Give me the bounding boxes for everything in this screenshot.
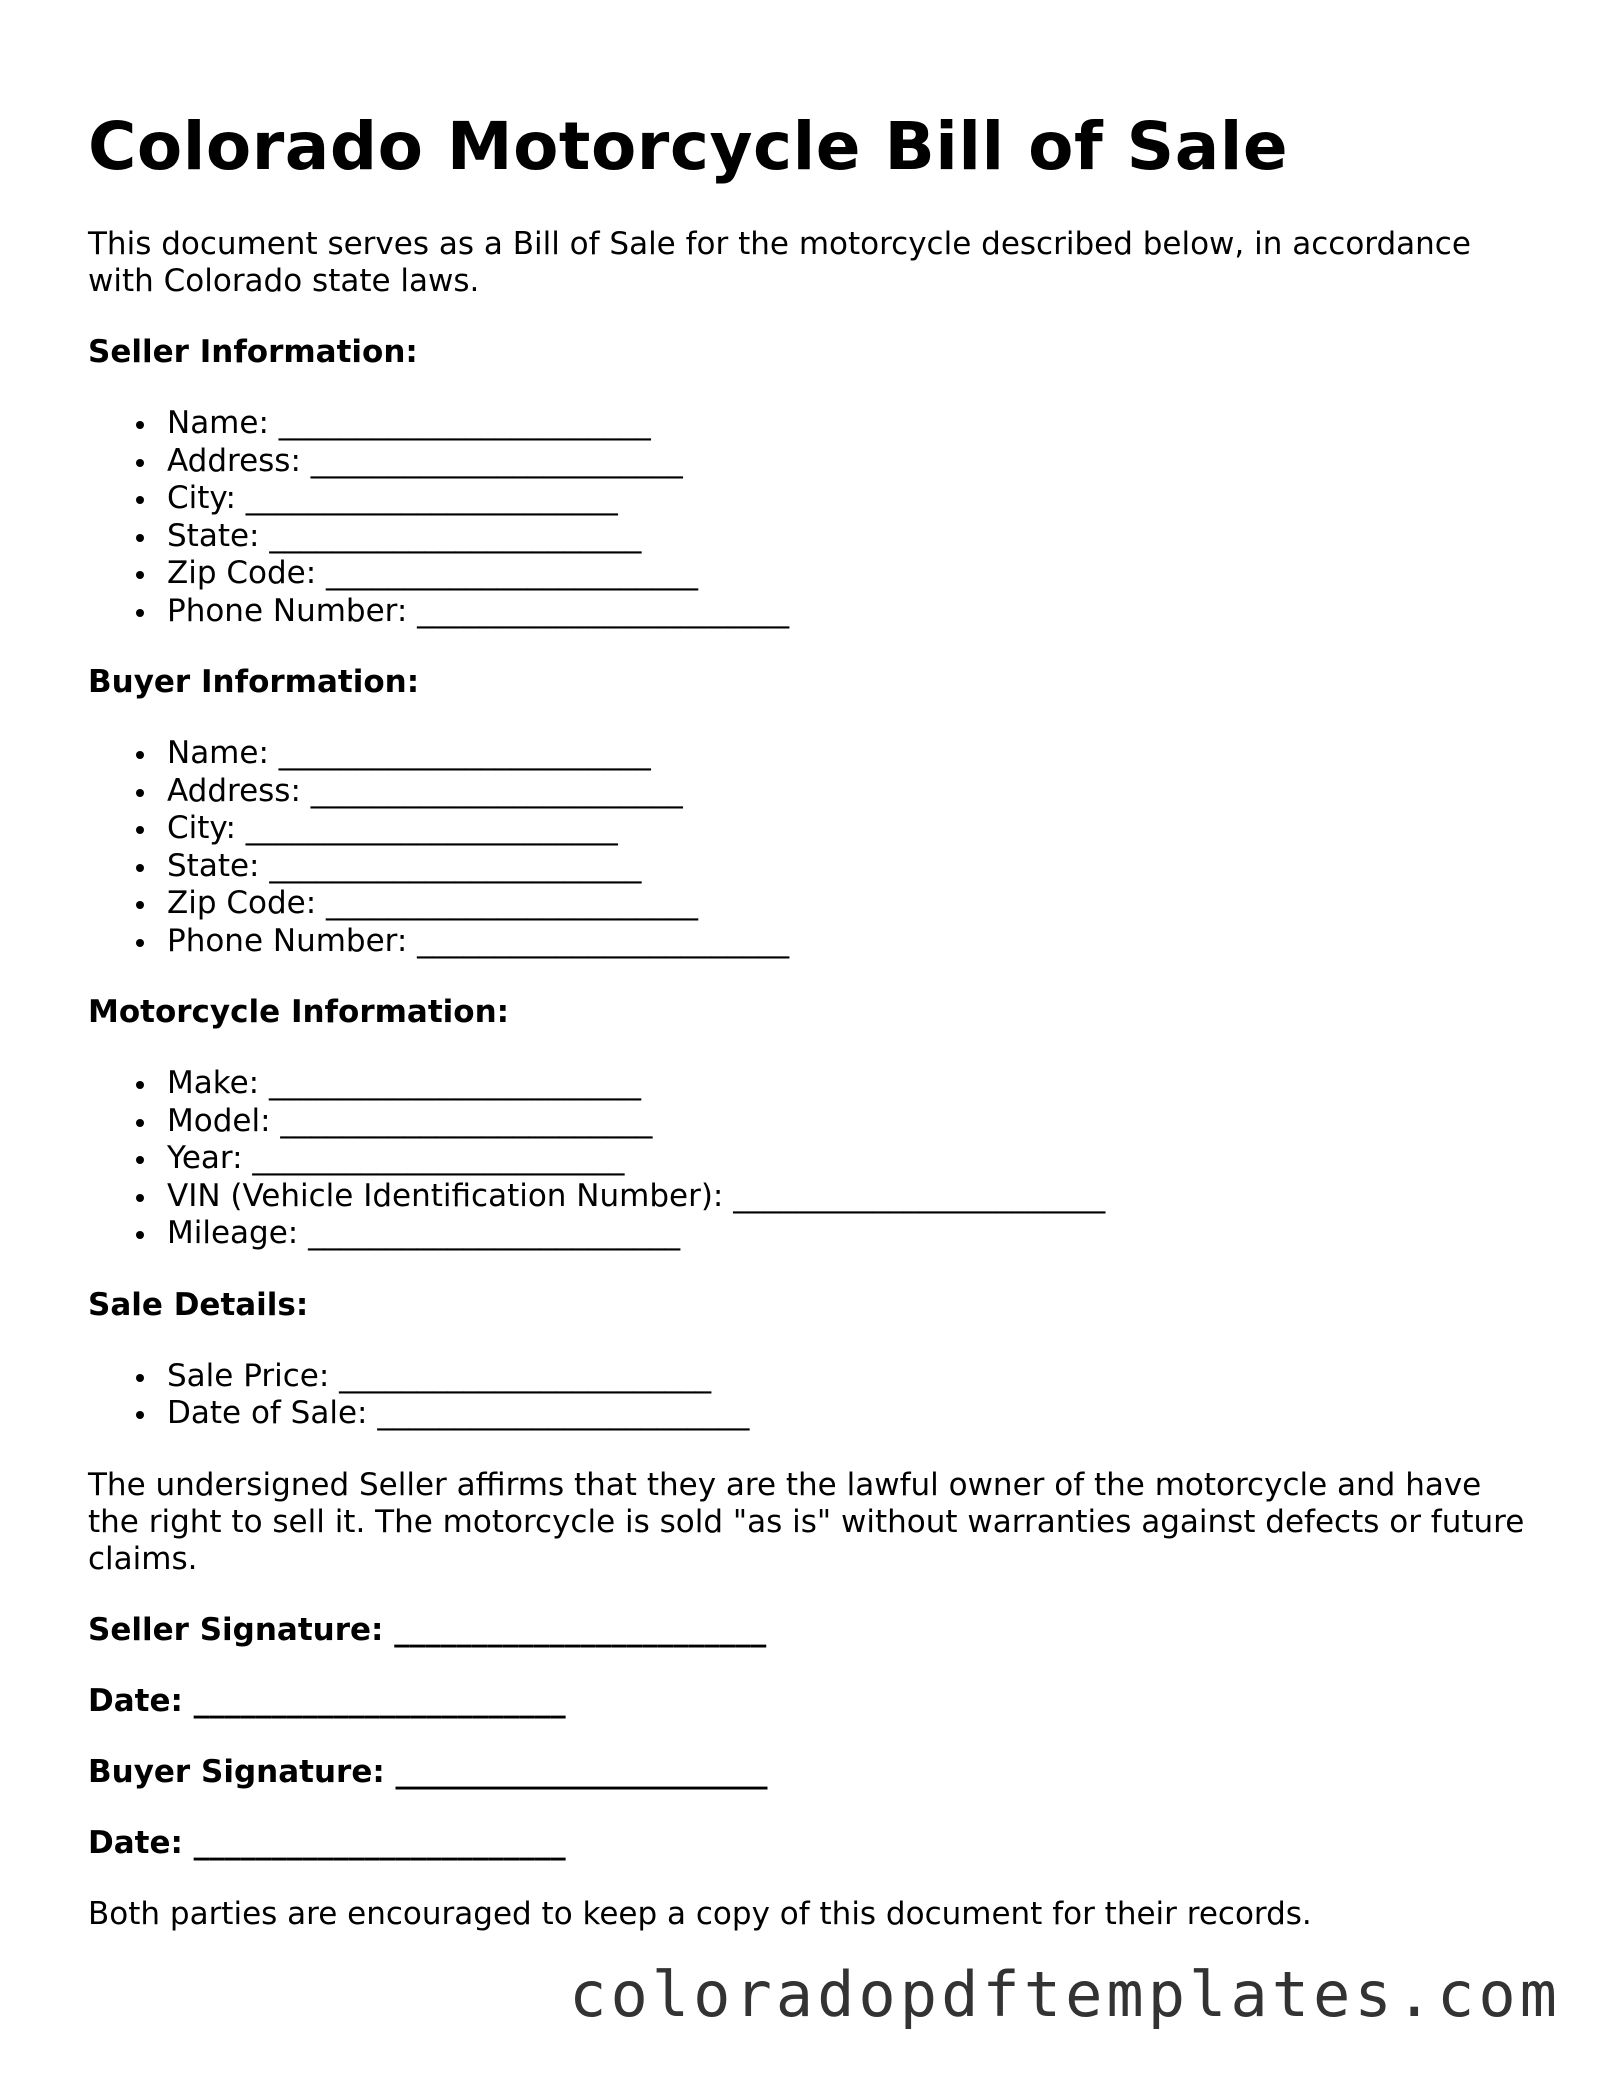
document-page	[88, 102, 1528, 1933]
buyer-state-field[interactable]: State: ________________________	[167, 848, 1528, 886]
seller-zip-field[interactable]: Zip Code: ________________________	[167, 555, 1528, 593]
document-title: Colorado Motorcycle Bill of Sale	[88, 108, 1289, 185]
buyer-address-field[interactable]: Address: ________________________	[167, 773, 1528, 811]
sale-section-heading: Sale Details:	[88, 1286, 309, 1323]
watermark-text: coloradopdftemplates.com	[569, 1958, 1561, 2031]
buyer-zip-field[interactable]: Zip Code: ________________________	[167, 885, 1528, 923]
buyer-signature-line[interactable]: Buyer Signature: ________________________	[88, 1753, 768, 1790]
motorcycle-model-field[interactable]: Model: ________________________	[167, 1103, 1528, 1141]
buyer-field-list	[88, 735, 1528, 960]
final-note: Both parties are encouraged to keep a copy of this document for their records.	[88, 1895, 1312, 1932]
seller-signature-line[interactable]: Seller Signature: ________________________	[88, 1611, 767, 1648]
buyer-section-heading: Buyer Information:	[88, 664, 420, 700]
motorcycle-section-heading: Motorcycle Information:	[88, 994, 510, 1030]
motorcycle-field-list	[88, 1065, 1528, 1253]
sale-price-field[interactable]: Sale Price: ________________________	[167, 1358, 1528, 1396]
intro-paragraph: This document serves as a Bill of Sale for the motorcycle described below, in accordance with Colorado state laws.	[88, 226, 1471, 299]
buyer-date-line[interactable]: Date: ________________________	[88, 1824, 566, 1861]
buyer-phone-field[interactable]: Phone Number: ________________________	[167, 923, 1528, 961]
seller-section-heading: Seller Information:	[88, 334, 418, 370]
motorcycle-make-field[interactable]: Make: ________________________	[167, 1065, 1528, 1103]
seller-address-field[interactable]: Address: ________________________	[167, 443, 1528, 481]
buyer-name-field[interactable]: Name: ________________________	[167, 735, 1528, 773]
seller-name-field[interactable]: Name: ________________________	[167, 405, 1528, 443]
seller-city-field[interactable]: City: ________________________	[167, 480, 1528, 518]
motorcycle-vin-field[interactable]: VIN (Vehicle Identification Number): ________________________	[167, 1178, 1528, 1216]
buyer-city-field[interactable]: City: ________________________	[167, 810, 1528, 848]
affirmation-paragraph: The undersigned Seller affirms that they are the lawful owner of the motorcycle and have the right to sell it. The motorcycle is sold "as is" without warranties against defects or future claims.	[88, 1466, 1525, 1577]
seller-state-field[interactable]: State: ________________________	[167, 518, 1528, 556]
motorcycle-year-field[interactable]: Year: ________________________	[167, 1140, 1528, 1178]
seller-date-line[interactable]: Date: ________________________	[88, 1682, 566, 1719]
seller-field-list	[88, 405, 1528, 630]
sale-date-field[interactable]: Date of Sale: ________________________	[167, 1395, 1528, 1433]
motorcycle-mileage-field[interactable]: Mileage: ________________________	[167, 1215, 1528, 1253]
sale-field-list	[88, 1358, 1528, 1433]
seller-phone-field[interactable]: Phone Number: ________________________	[167, 593, 1528, 631]
